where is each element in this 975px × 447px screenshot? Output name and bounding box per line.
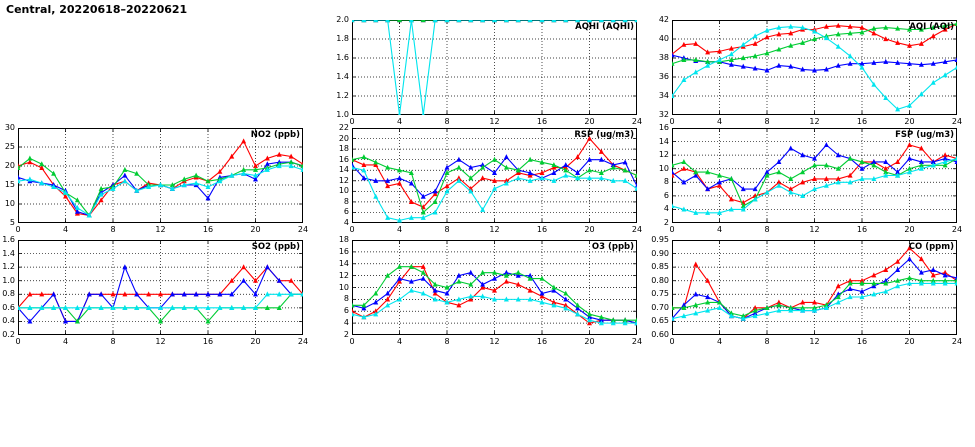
x-tick-label: 12 — [155, 337, 166, 346]
series-marker — [28, 160, 32, 164]
chart-panel-co — [651, 235, 963, 346]
y-tick-label: 22 — [338, 123, 349, 132]
y-tick-label: 1.2 — [2, 262, 15, 272]
x-tick-label: 20 — [904, 337, 915, 346]
y-tick-label: 14 — [338, 165, 349, 175]
series-marker — [457, 165, 461, 169]
y-tick-label: 0.65 — [651, 316, 669, 326]
y-tick-label: 1.6 — [336, 53, 349, 62]
x-tick-label: 0 — [349, 117, 355, 126]
y-tick-label: 6 — [343, 207, 349, 217]
series-marker — [528, 20, 532, 22]
y-tick-label: 38 — [658, 53, 669, 62]
y-tick-label: 0.75 — [651, 289, 669, 299]
y-tick-label: 42 — [658, 15, 669, 24]
y-tick-label: 0.90 — [651, 248, 669, 258]
series-marker — [908, 257, 912, 261]
x-tick-label: 4 — [62, 337, 69, 346]
y-tick-label: 0.2 — [2, 330, 15, 339]
plot-canvas-so2 — [18, 240, 303, 335]
x-tick-label: 24 — [951, 117, 963, 126]
series-marker — [955, 65, 957, 69]
series-marker — [908, 156, 912, 160]
series-marker — [421, 113, 425, 115]
y-tick-label: 20 — [4, 161, 15, 170]
series-line-aqhi-run4 — [352, 20, 637, 115]
x-tick-label: 16 — [856, 117, 868, 126]
series-marker — [445, 20, 449, 22]
y-tick-label: 1.4 — [2, 248, 15, 258]
panel-title-rsp: RSP (ug/m3) — [574, 130, 634, 140]
x-tick-label: 20 — [584, 337, 595, 346]
series-marker — [194, 173, 198, 177]
series-marker — [421, 20, 425, 22]
series-marker — [242, 279, 246, 283]
x-tick-label: 20 — [584, 225, 595, 234]
y-tick-label: 14 — [658, 136, 669, 146]
y-tick-label: 15 — [4, 180, 15, 189]
y-tick-label: 10 — [338, 282, 349, 292]
y-tick-label: 10 — [338, 186, 349, 196]
x-tick-label: 0 — [349, 225, 355, 234]
series-marker — [672, 170, 674, 174]
series-marker — [682, 160, 686, 164]
x-tick-label: 12 — [489, 337, 500, 346]
y-tick-label: 4 — [343, 218, 349, 227]
x-tick-label: 4 — [716, 117, 723, 126]
series-marker — [445, 184, 449, 188]
y-tick-label: 25 — [4, 142, 15, 151]
x-tick-label: 12 — [489, 225, 500, 234]
x-tick-label: 16 — [536, 225, 548, 234]
panel-title-fsp: FSP (ug/m3) — [895, 130, 954, 140]
series-marker — [374, 20, 378, 22]
y-tick-label: 1.2 — [336, 91, 349, 100]
x-tick-label: 16 — [536, 117, 548, 126]
x-tick-label: 16 — [536, 337, 548, 346]
series-marker — [908, 143, 912, 147]
y-tick-label: 0.80 — [651, 275, 669, 285]
y-tick-label: 6 — [343, 306, 349, 316]
chart-panel-aqhi — [336, 15, 643, 126]
x-tick-label: 8 — [444, 225, 450, 234]
plot-canvas-o3 — [352, 240, 637, 335]
series-marker — [28, 156, 32, 160]
series-marker — [931, 81, 935, 85]
y-tick-label: 16 — [658, 123, 669, 132]
y-tick-label: 1.0 — [336, 110, 349, 119]
y-tick-label: 14 — [338, 258, 349, 268]
x-tick-label: 20 — [584, 117, 595, 126]
series-marker — [386, 20, 390, 22]
y-tick-label: 0.6 — [2, 302, 15, 312]
y-tick-label: 32 — [658, 110, 669, 119]
y-tick-label: 18 — [338, 235, 349, 244]
x-tick-label: 0 — [349, 337, 355, 346]
x-tick-label: 24 — [951, 337, 963, 346]
x-tick-label: 4 — [396, 337, 403, 346]
y-tick-label: 8 — [343, 294, 349, 304]
series-marker — [457, 20, 461, 22]
figure-title: Central, 20220618–20220621 — [6, 3, 188, 16]
x-tick-label: 24 — [631, 337, 643, 346]
y-tick-label: 1.8 — [336, 34, 349, 43]
series-marker — [265, 265, 269, 269]
y-tick-label: 8 — [343, 196, 349, 206]
y-tick-label: 12 — [338, 175, 349, 185]
panel-title-aqhi: AQHI (AQHI) — [575, 22, 634, 32]
series-marker — [242, 139, 246, 143]
y-tick-label: 16 — [338, 154, 349, 164]
x-tick-label: 0 — [15, 337, 21, 346]
panel-title-co: CO (ppm) — [908, 242, 954, 252]
series-marker — [682, 167, 686, 171]
x-tick-label: 4 — [396, 117, 403, 126]
plot-canvas-aqhi — [352, 20, 637, 115]
y-tick-label: 4 — [343, 318, 349, 328]
y-tick-label: 0.8 — [2, 289, 15, 299]
x-tick-label: 20 — [904, 117, 915, 126]
y-tick-label: 16 — [338, 246, 349, 256]
x-tick-label: 16 — [202, 225, 214, 234]
y-tick-label: 36 — [658, 72, 669, 81]
series-marker — [552, 20, 556, 22]
y-tick-label: 34 — [658, 91, 669, 100]
series-marker — [409, 20, 413, 22]
x-tick-label: 4 — [716, 225, 723, 234]
x-tick-label: 24 — [631, 225, 643, 234]
series-marker — [552, 171, 556, 175]
series-marker — [242, 265, 246, 269]
y-tick-label: 1.0 — [2, 275, 15, 285]
x-tick-label: 12 — [809, 225, 820, 234]
chart-panel-so2 — [2, 235, 309, 346]
y-tick-label: 10 — [658, 163, 669, 173]
x-tick-label: 0 — [15, 225, 21, 234]
panel-title-aqi: AQI (AQI) — [909, 22, 954, 32]
plot-canvas-co — [672, 240, 957, 335]
y-tick-label: 2 — [663, 218, 669, 227]
y-tick-label: 40 — [658, 34, 669, 43]
panel-title-no2: NO2 (ppb) — [250, 130, 300, 140]
y-tick-label: 0.4 — [2, 316, 15, 326]
x-tick-label: 4 — [396, 225, 403, 234]
x-tick-label: 24 — [297, 337, 309, 346]
x-tick-label: 12 — [489, 117, 500, 126]
series-marker — [564, 20, 568, 22]
x-tick-label: 12 — [809, 117, 820, 126]
series-marker — [433, 20, 437, 22]
x-tick-label: 8 — [444, 337, 450, 346]
series-marker — [682, 78, 686, 82]
x-tick-label: 8 — [110, 337, 116, 346]
y-tick-label: 6 — [663, 190, 669, 200]
series-marker — [123, 168, 127, 172]
y-tick-label: 8 — [663, 177, 669, 187]
y-tick-label: 1.4 — [336, 72, 349, 81]
y-tick-label: 1.6 — [2, 235, 15, 244]
x-tick-label: 8 — [764, 225, 770, 234]
panel-title-o3: O3 (ppb) — [591, 242, 634, 252]
series-marker — [123, 179, 127, 183]
x-tick-label: 24 — [631, 117, 643, 126]
plot-canvas-no2 — [18, 128, 303, 223]
y-tick-label: 0.70 — [651, 302, 669, 312]
y-tick-label: 0.95 — [651, 235, 669, 244]
series-marker — [564, 163, 568, 167]
y-tick-label: 0.85 — [651, 262, 669, 272]
series-marker — [789, 146, 793, 150]
x-tick-label: 4 — [62, 225, 69, 234]
series-marker — [374, 194, 378, 198]
series-marker — [516, 20, 520, 22]
series-marker — [540, 20, 544, 22]
series-marker — [493, 20, 497, 22]
x-tick-label: 12 — [809, 337, 820, 346]
x-tick-label: 16 — [856, 337, 868, 346]
y-tick-label: 12 — [658, 150, 669, 160]
y-tick-label: 20 — [338, 133, 349, 143]
series-marker — [362, 20, 366, 22]
series-marker — [469, 20, 473, 22]
x-tick-label: 24 — [297, 225, 309, 234]
plot-canvas-fsp — [672, 128, 957, 223]
y-tick-label: 18 — [338, 144, 349, 154]
series-marker — [504, 155, 508, 159]
x-tick-label: 8 — [444, 117, 450, 126]
plot-canvas-aqi — [672, 20, 957, 115]
x-tick-label: 24 — [951, 225, 963, 234]
series-marker — [398, 20, 402, 22]
x-tick-label: 20 — [904, 225, 915, 234]
x-tick-label: 8 — [110, 225, 116, 234]
series-marker — [445, 165, 449, 169]
series-marker — [824, 143, 828, 147]
x-tick-label: 0 — [669, 337, 675, 346]
series-marker — [123, 173, 127, 177]
chart-panel-o3 — [338, 235, 643, 346]
y-tick-label: 2.0 — [336, 15, 349, 24]
x-tick-label: 8 — [764, 117, 770, 126]
x-tick-label: 20 — [250, 337, 261, 346]
x-tick-label: 0 — [669, 117, 675, 126]
chart-panel-no2 — [4, 123, 309, 234]
chart-panel-aqi — [658, 15, 963, 126]
x-tick-label: 16 — [856, 225, 868, 234]
series-marker — [777, 170, 781, 174]
series-marker — [75, 198, 79, 202]
y-tick-label: 10 — [4, 199, 15, 208]
series-marker — [481, 20, 485, 22]
y-tick-label: 30 — [4, 123, 15, 132]
series-marker — [18, 175, 20, 179]
chart-panel-fsp — [658, 123, 963, 234]
series-marker — [672, 204, 674, 208]
y-tick-label: 2 — [343, 330, 349, 339]
y-tick-label: 4 — [663, 204, 669, 214]
series-marker — [694, 262, 698, 266]
x-tick-label: 16 — [202, 337, 214, 346]
series-marker — [504, 20, 508, 22]
x-tick-label: 4 — [716, 337, 723, 346]
x-tick-label: 12 — [155, 225, 166, 234]
y-tick-label: 12 — [338, 270, 349, 280]
panel-title-so2: SO2 (ppb) — [251, 242, 300, 252]
series-marker — [943, 73, 947, 77]
x-tick-label: 8 — [764, 337, 770, 346]
x-tick-label: 20 — [250, 225, 261, 234]
chart-panel-rsp — [338, 123, 643, 234]
plot-canvas-rsp — [352, 128, 637, 223]
y-tick-label: 5 — [9, 218, 15, 227]
y-tick-label: 0.60 — [651, 330, 669, 339]
x-tick-label: 0 — [669, 225, 675, 234]
series-marker — [398, 113, 402, 115]
